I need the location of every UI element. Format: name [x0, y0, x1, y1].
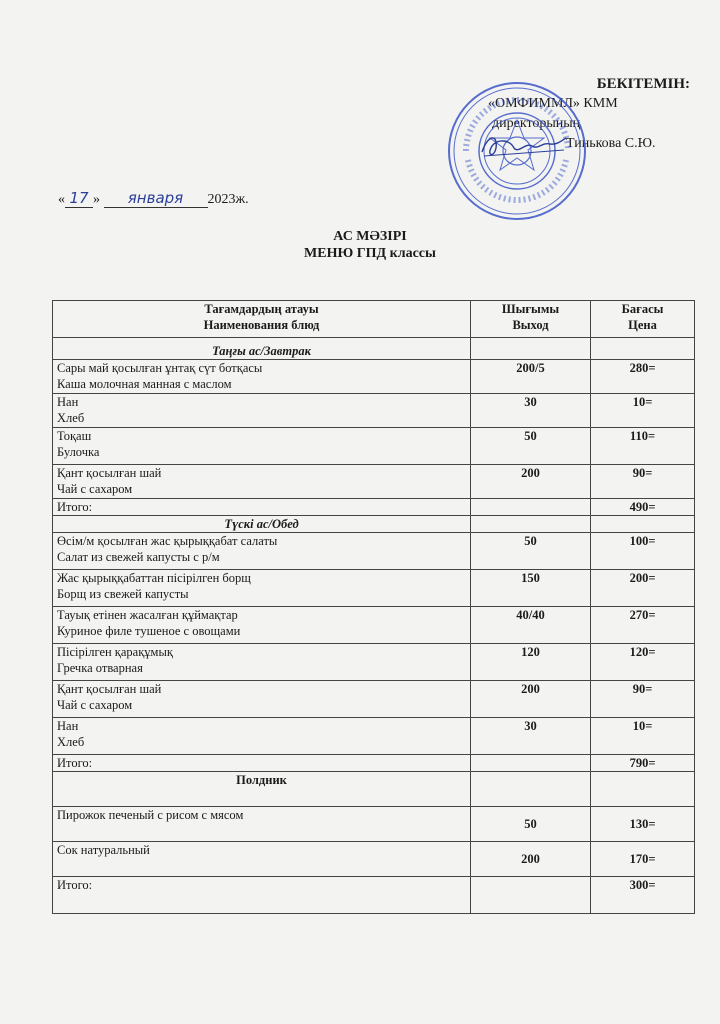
- approval-heading: БЕКІТЕМІН:: [596, 76, 690, 92]
- table-row: Қант қосылған шай Чай с сахаром 200 90=: [53, 465, 695, 499]
- table-row: Нан Хлеб 30 10=: [53, 718, 695, 755]
- date-open-quote: «: [58, 192, 65, 207]
- section-row-breakfast: [53, 338, 695, 360]
- total-row-lunch: Итого: 790=: [53, 755, 695, 772]
- date-day: 17: [65, 189, 93, 208]
- section-title: Түскі ас/Обед: [53, 516, 471, 533]
- table-row: Қант қосылған шай Чай с сахаром 200 90=: [53, 681, 695, 718]
- section-row-snack: [53, 772, 695, 807]
- total-row-snack: Итого: 300=: [53, 877, 695, 914]
- table-header-row: [53, 301, 695, 338]
- section-title: Полдник: [53, 772, 471, 807]
- table-row: Тоқаш Булочка 50 110=: [53, 428, 695, 465]
- approval-name: Тинькова С.Ю.: [566, 136, 656, 151]
- section-row-lunch: [53, 516, 695, 533]
- date-close-quote: »: [93, 192, 100, 207]
- handwritten-signature-icon: [476, 128, 568, 162]
- table-row: Тауық етінен жасалған құймақтар Куриное филе тушеное с овощами 40/40 270=: [53, 607, 695, 644]
- date-year: 2023ж.: [207, 192, 249, 207]
- date-month: января: [104, 189, 208, 208]
- table-row: Пісірілген қарақұмық Гречка отварная 120 120=: [53, 644, 695, 681]
- total-row-breakfast: Итого: 490=: [53, 499, 695, 516]
- menu-title-ru: МЕНЮ ГПД классы: [304, 246, 436, 261]
- header-price: Бағасы Цена: [591, 301, 695, 338]
- menu-title-kz: АС МӘЗІРІ: [333, 229, 407, 244]
- table-row: Сок натуральный 200 170=: [53, 842, 695, 877]
- approval-position: директорының: [492, 116, 581, 131]
- table-row: Жас қырыққабаттан пісірілген борщ Борщ из свежей капусты 150 200=: [53, 570, 695, 607]
- approval-org: «ОМФИММЛ» КММ: [488, 96, 618, 111]
- table-row: Өсім/м қосылған жас қырыққабат салаты Салат из свежей капусты с р/м 50 100=: [53, 533, 695, 570]
- header-yield: Шығымы Выход: [471, 301, 591, 338]
- header-name: Тағамдардың атауы Наименования блюд: [53, 301, 471, 338]
- table-row: Нан Хлеб 30 10=: [53, 394, 695, 428]
- date-line: [58, 189, 249, 208]
- table-row: Сары май қосылған ұнтақ сүт ботқасы Каша молочная манная с маслом 200/5 280=: [53, 360, 695, 394]
- menu-table: [52, 300, 695, 914]
- section-title: Таңғы ас/Завтрак: [53, 338, 471, 360]
- table-row: Пирожок печеный с рисом с мясом 50 130=: [53, 807, 695, 842]
